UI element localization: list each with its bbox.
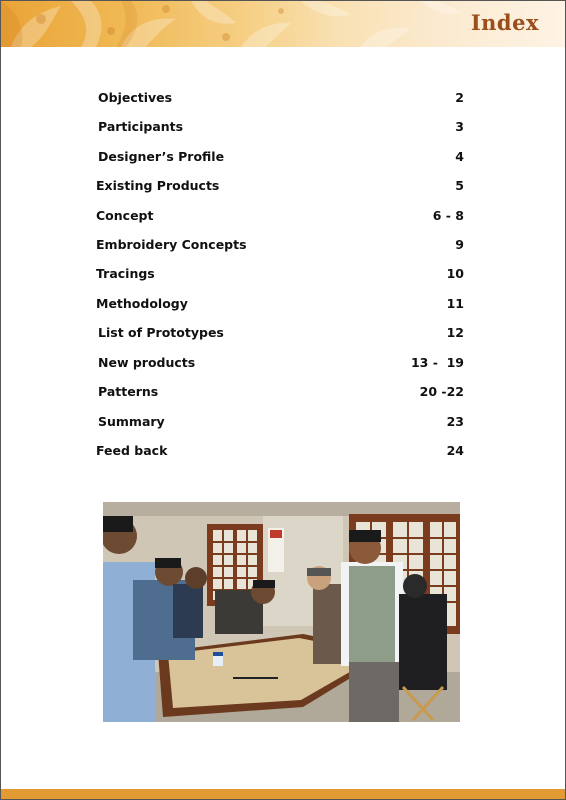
toc-label: Summary	[98, 414, 165, 429]
toc-row-summary[interactable]	[98, 414, 464, 434]
toc-page-number: 6 - 8	[432, 208, 464, 223]
toc-row-patterns[interactable]	[98, 384, 464, 404]
toc-label: Designer’s Profile	[98, 149, 225, 164]
toc-page-number: 2	[455, 90, 464, 105]
toc-label: Patterns	[98, 384, 159, 399]
toc-row-list-of-prototypes[interactable]	[98, 325, 464, 345]
footer-bar	[1, 789, 565, 799]
toc-page-number: 12	[446, 325, 464, 340]
workshop-photo-illustration	[103, 502, 460, 722]
toc-label: Tracings	[96, 266, 155, 281]
toc-page-number: 11	[446, 296, 464, 311]
toc-row-methodology[interactable]	[96, 296, 464, 316]
toc-row-feed-back[interactable]	[96, 443, 464, 463]
toc-label: List of Prototypes	[98, 325, 224, 340]
toc-row-tracings[interactable]	[96, 266, 464, 286]
toc-page-number: 3	[455, 119, 464, 134]
toc-row-new-products[interactable]	[98, 355, 464, 375]
toc-label: Embroidery Concepts	[96, 237, 247, 252]
toc-row-objectives[interactable]	[98, 90, 464, 110]
toc-label: Existing Products	[96, 178, 220, 193]
toc-page-number: 23	[446, 414, 464, 429]
toc-label: Concept	[96, 208, 154, 223]
toc-label: New products	[98, 355, 196, 370]
toc-row-participants[interactable]	[98, 119, 464, 139]
toc-page-number: 13 - 19	[410, 355, 464, 370]
toc-page-number: 4	[455, 149, 464, 164]
page-title: Index	[470, 10, 539, 35]
toc-page-number: 20 -22	[419, 384, 464, 399]
toc-page-number: 24	[446, 443, 464, 458]
toc-row-concept[interactable]	[96, 208, 464, 228]
toc-label: Feed back	[96, 443, 168, 458]
toc-row-existing-products[interactable]	[96, 178, 464, 198]
toc-label: Participants	[98, 119, 184, 134]
toc-page-number: 10	[446, 266, 464, 281]
toc-label: Methodology	[96, 296, 188, 311]
toc-page-number: 9	[455, 237, 464, 252]
toc-page-number: 5	[455, 178, 464, 193]
toc-label: Objectives	[98, 90, 173, 105]
toc-row-embroidery-concepts[interactable]	[96, 237, 464, 257]
decorative-header-banner	[1, 1, 565, 47]
workshop-photo	[103, 502, 460, 722]
toc-row-designers-profile[interactable]	[98, 149, 464, 169]
